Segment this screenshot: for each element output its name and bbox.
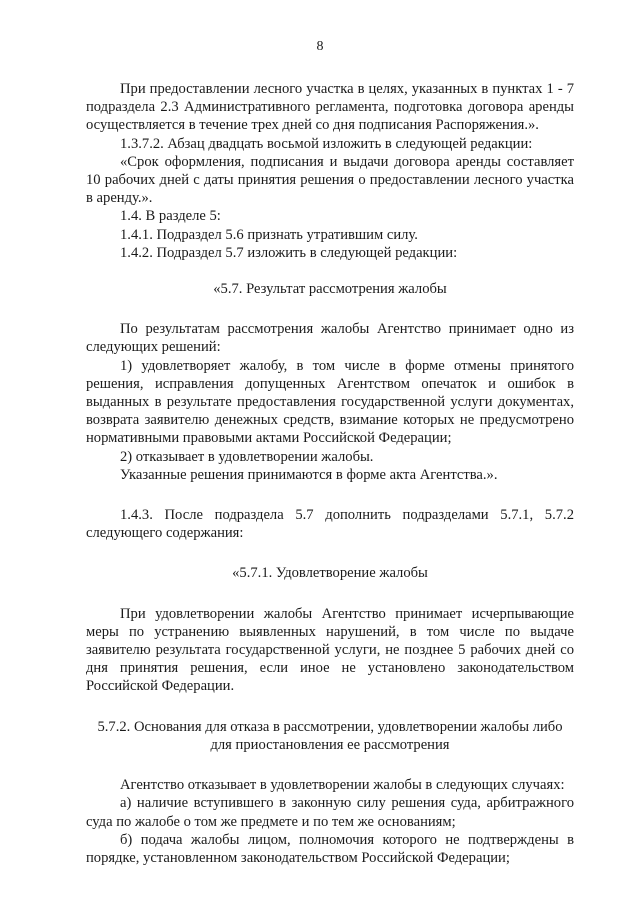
paragraph: При удовлетворении жалобы Агентство принимает исчерпывающие меры по устранению выявленных нарушений, в том числе по выдаче заявителю результата государственной услуги, не позднее 5 рабочих дней со дня принятия решения, если иное не установлено законодательством Российской Федерации. [86, 605, 574, 695]
paragraph: Агентство отказывает в удовлетворении жалобы в следующих случаях: [120, 777, 565, 794]
paragraph: 1.4.1. Подраздел 5.6 признать утратившим силу. [120, 226, 418, 243]
document-body [86, 80, 574, 867]
paragraph: 1.3.7.2. Абзац двадцать восьмой изложить в следующей редакции: [120, 135, 533, 152]
paragraph: б) подача жалобы лицом, полномочия которого не подтверждены в порядке, установленном законодательством Российской Федерации; [86, 831, 574, 866]
paragraph: 1) удовлетворяет жалобу, в том числе в форме отмены принятого решения, исправления допущенных Агентством опечаток и ошибок в выданных в результате предоставления государственной услуги документах, возврата заявителю денежных средств, взимание которых не предусмотрено нормативными правовыми актами Российской Федерации; [86, 357, 574, 447]
section-heading: 5.7.2. Основания для отказа в рассмотрении, удовлетворении жалобы либо для приостановления ее рассмотрения [97, 718, 563, 753]
paragraph: 1.4.2. Подраздел 5.7 изложить в следующей редакции: [120, 244, 458, 261]
page-number: 8 [316, 39, 324, 54]
section-heading: «5.7.1. Удовлетворение жалобы [232, 565, 428, 582]
paragraph: По результатам рассмотрения жалобы Агентство принимает одно из следующих решений: [86, 321, 574, 356]
paragraph: При предоставлении лесного участка в целях, указанных в пунктах 1 - 7 подраздела 2.3 Административного регламента, подготовка договора аренды осуществляется в течение трех дней со дня подписания Распоряжения.». [86, 81, 574, 134]
paragraph: 1.4.3. После подраздела 5.7 дополнить подразделами 5.7.1, 5.7.2 следующего содержания: [86, 507, 574, 542]
paragraph: а) наличие вступившего в законную силу решения суда, арбитражного суда по жалобе о том же предмете и по тем же основаниям; [86, 795, 574, 830]
paragraph: 2) отказывает в удовлетворении жалобы. [120, 448, 374, 465]
paragraph: Указанные решения принимаются в форме акта Агентства.». [120, 466, 498, 483]
paragraph: «Срок оформления, подписания и выдачи договора аренды составляет 10 рабочих дней с даты принятия решения о предоставлении лесного участка в аренду.». [86, 153, 574, 207]
paragraph: 1.4. В разделе 5: [120, 208, 221, 225]
section-heading: «5.7. Результат рассмотрения жалобы [213, 281, 447, 298]
